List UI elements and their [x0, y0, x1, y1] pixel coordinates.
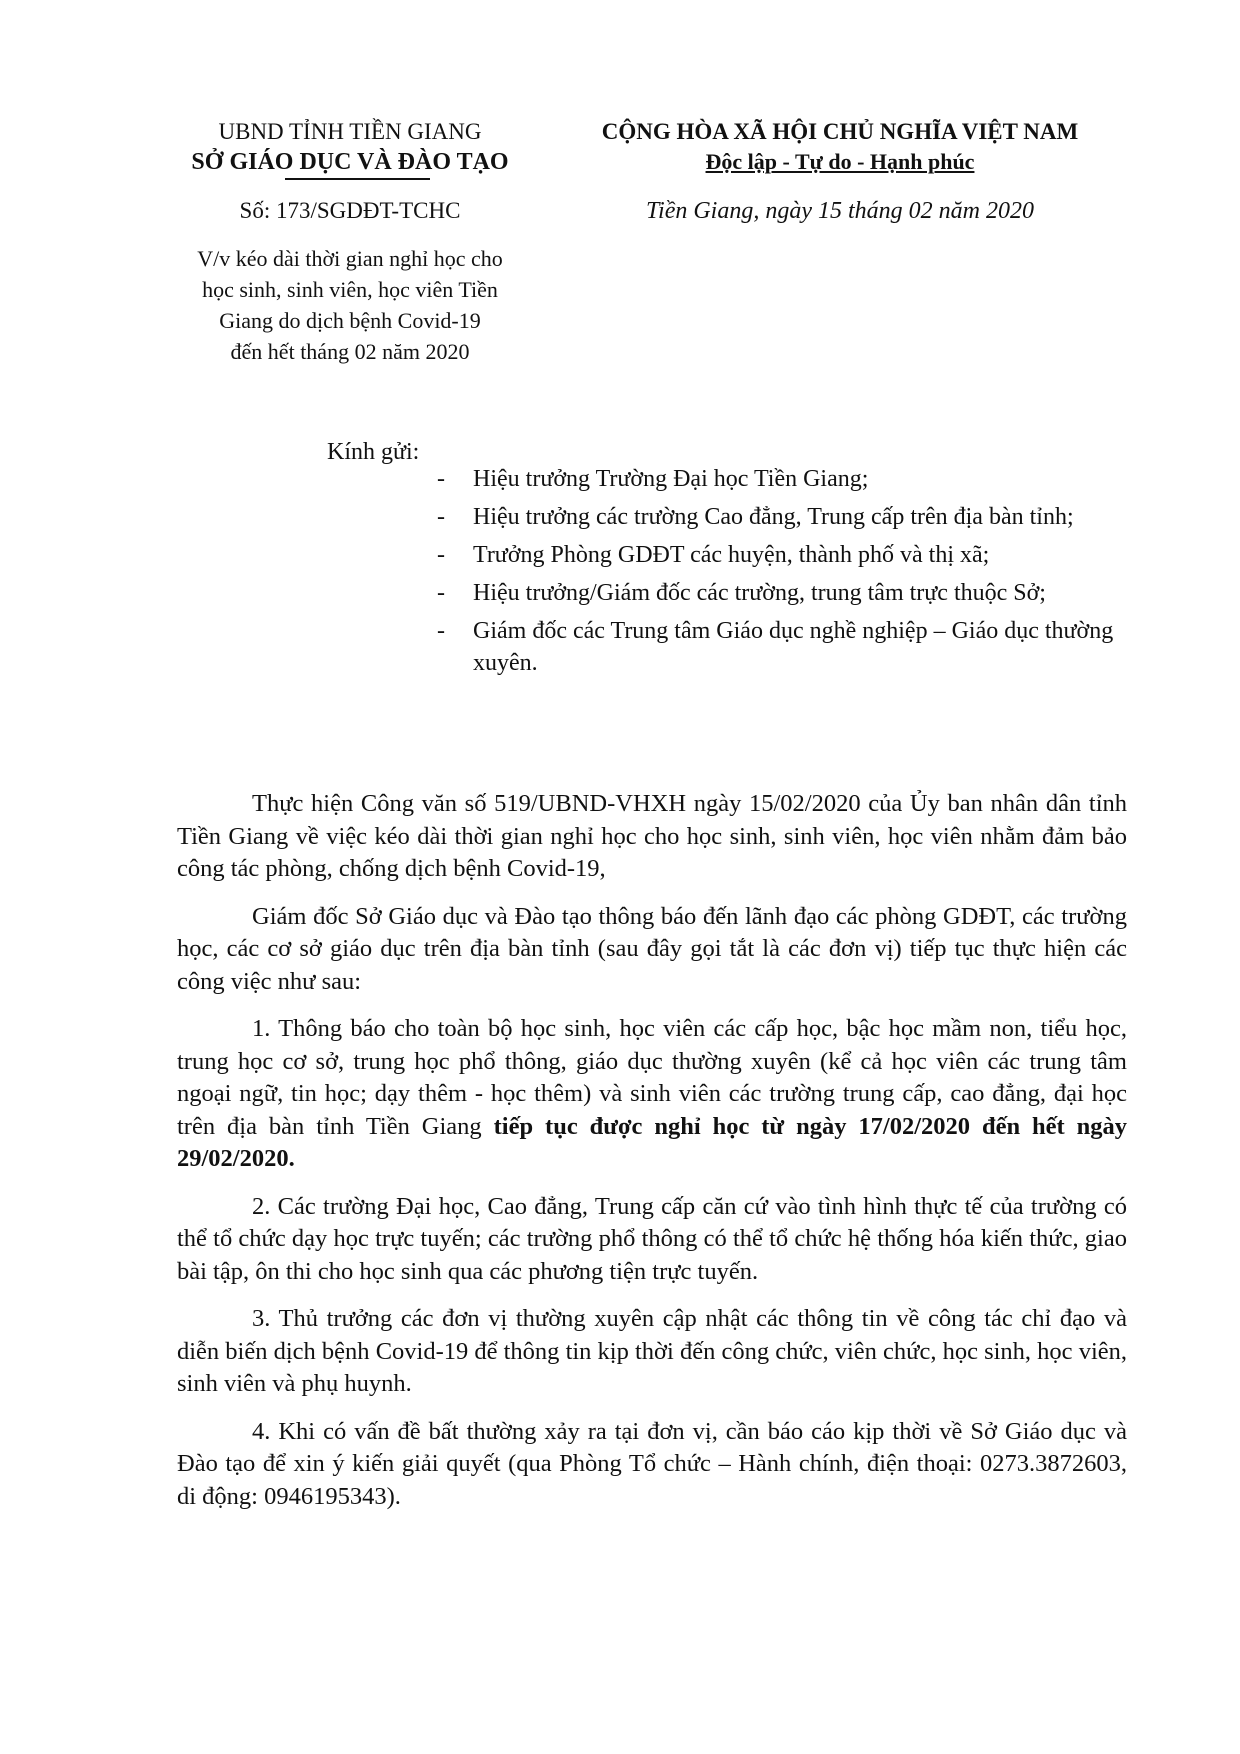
subject-line: Giang do dịch bệnh Covid-19 — [219, 308, 481, 333]
list-dash: - — [437, 466, 445, 492]
recipient-text: Hiệu trưởng Trường Đại học Tiền Giang; — [473, 466, 869, 492]
recipient-text: Hiệu trưởng/Giám đốc các trường, trung tâm trực thuộc Sở; — [473, 580, 1046, 606]
list-dash: - — [437, 542, 445, 568]
body-paragraph — [177, 1013, 1127, 1176]
item-1-emphasis: tiếp tục được nghỉ học từ ngày 17/02/2020 đến hết ngày 29/02/2020. — [177, 1112, 1127, 1172]
subject-line: V/v kéo dài thời gian nghỉ học cho — [197, 246, 503, 271]
document-dateline: Tiền Giang, ngày 15 tháng 02 năm 2020 — [646, 198, 1034, 224]
list-dash: - — [437, 618, 445, 644]
body-paragraph: Thực hiện Công văn số 519/UBND-VHXH ngày 15/02/2020 của Ủy ban nhân dân tỉnh Tiền Giang về việc kéo dài thời gian nghỉ học cho học sinh, sinh viên, học viên nhằm đảm bảo công tác phòng, chống dịch bệnh Covid-19, — [177, 790, 1127, 882]
recipient-item — [437, 577, 1137, 609]
body-paragraph: 3. Thủ trưởng các đơn vị thường xuyên cập nhật các thông tin về công tác chỉ đạo và diễn biến dịch bệnh Covid-19 để thông tin kịp thời đến công chức, viên chức, học sinh, học viên, sinh viên và phụ huynh. — [177, 1305, 1127, 1397]
subject-line: học sinh, sinh viên, học viên Tiền — [202, 277, 498, 302]
recipient-item — [437, 539, 1137, 571]
document-body — [177, 788, 1127, 1528]
body-paragraph: 4. Khi có vấn đề bất thường xảy ra tại đơn vị, cần báo cáo kịp thời về Sở Giáo dục và Đào tạo để xin ý kiến giải quyết (qua Phòng Tổ chức – Hành chính, điện thoại: 0273.3872603, di động: 0946195343). — [177, 1417, 1127, 1510]
recipient-item — [437, 501, 1137, 533]
recipient-text: Giám đốc các Trung tâm Giáo dục nghề nghiệp – Giáo dục thường xuyên. — [473, 618, 1114, 676]
nation-motto: Độc lập - Tự do - Hạnh phúc — [705, 149, 975, 174]
issuing-agency — [150, 117, 550, 177]
item-1-text: 1. Thông báo cho toàn bộ học sinh, học viên các cấp học, bậc học mầm non, tiểu học, trung học cơ sở, trung học phổ thông, giáo dục thường xuyên (kể cả học viên các trung tâm ngoại ngữ, tin học; dạy thêm - học thêm) và sinh viên các trường trung cấp, cao đẳng, đại học trên địa bàn tỉnh Tiền Giang — [177, 1015, 1127, 1140]
body-paragraph: 2. Các trường Đại học, Cao đẳng, Trung cấp căn cứ vào tình hình thực tế của trường có thể tổ chức dạy học trực tuyến; các trường phổ thông có thể tổ chức hệ thống hóa kiến thức, giao bài tập, ôn thi cho học sinh qua các phương tiện trực tuyến. — [177, 1192, 1127, 1285]
recipient-text: Hiệu trưởng các trường Cao đẳng, Trung cấp trên địa bàn tỉnh; — [473, 504, 1074, 530]
document-number: Số: 173/SGDĐT-TCHC — [239, 198, 461, 223]
recipient-item — [437, 463, 1137, 495]
recipient-list — [437, 463, 1137, 685]
subject-line: đến hết tháng 02 năm 2020 — [230, 339, 470, 364]
agency-province: UBND TỈNH TIỀN GIANG — [218, 119, 482, 144]
agency-underline — [285, 178, 430, 180]
national-motto — [560, 117, 1120, 177]
list-dash: - — [437, 580, 445, 606]
list-dash: - — [437, 504, 445, 530]
agency-department: SỞ GIÁO DỤC VÀ ĐÀO TẠO — [191, 149, 509, 175]
document-subject — [150, 243, 550, 367]
greeting: Kính gửi: — [327, 439, 420, 465]
recipient-item — [437, 615, 1137, 679]
recipient-text: Trưởng Phòng GDĐT các huyện, thành phố và thị xã; — [473, 542, 990, 568]
nation-name: CỘNG HÒA XÃ HỘI CHỦ NGHĨA VIỆT NAM — [601, 119, 1079, 144]
body-paragraph: Giám đốc Sở Giáo dục và Đào tạo thông báo đến lãnh đạo các phòng GDĐT, các trường học, các cơ sở giáo dục trên địa bàn tỉnh (sau đây gọi tắt là các đơn vị) tiếp tục thực hiện các công việc như sau: — [177, 902, 1127, 995]
